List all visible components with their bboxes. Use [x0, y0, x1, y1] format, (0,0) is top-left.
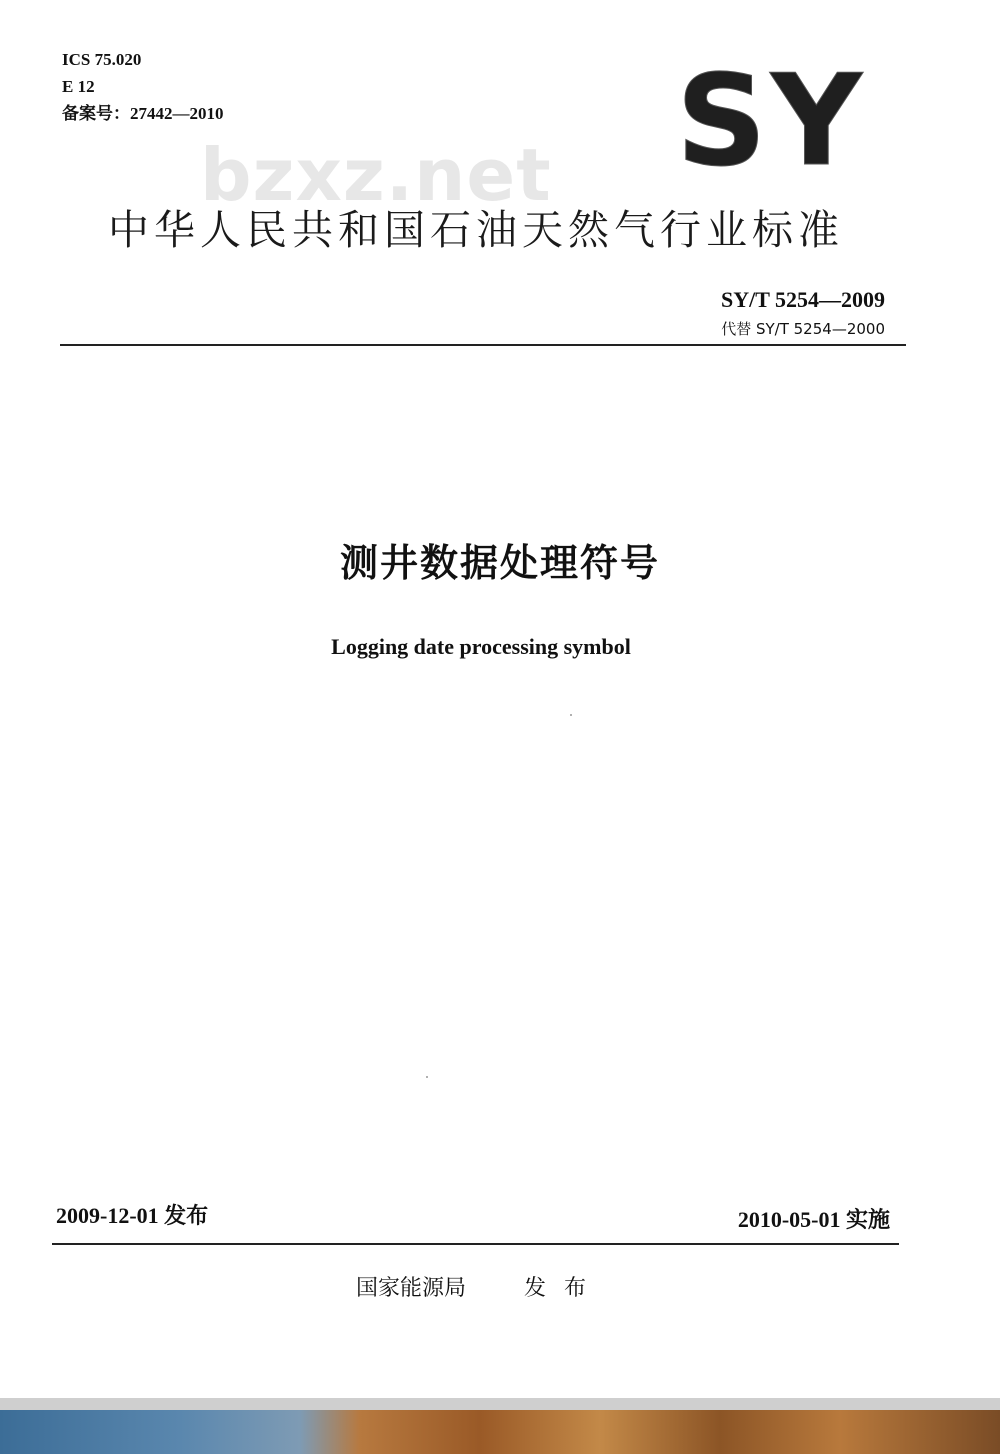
issue-date: 2009-12-01 发布: [56, 1203, 209, 1228]
implementation-date: 2010-05-01 实施: [737, 1207, 890, 1232]
replaces-standard: 代替 SY/T 5254—2000: [721, 320, 885, 338]
ics-code: ICS 75.020: [62, 50, 142, 69]
sy-logo: [676, 60, 866, 180]
watermark-text: bzxz.net: [200, 133, 552, 217]
viewer-page-gap: [0, 1398, 1000, 1410]
header-divider: [60, 344, 906, 346]
document-title-english: Logging date processing symbol: [331, 634, 631, 659]
footer-divider: [52, 1243, 899, 1245]
next-page-preview[interactable]: [0, 1410, 1000, 1454]
publish-action: 发布: [524, 1276, 605, 1301]
ccs-code: E 12: [62, 77, 95, 96]
document-title-chinese: 测井数据处理符号: [339, 541, 660, 585]
sy-logo-text: SY: [676, 60, 866, 180]
scan-speck: [570, 714, 572, 716]
scan-speck: [426, 1076, 428, 1078]
standard-number: SY/T 5254—2009: [720, 287, 885, 312]
publisher-name: 国家能源局: [356, 1276, 467, 1301]
record-number: 备案号：27442—2010: [62, 104, 224, 123]
issuing-authority-heading: 中华人民共和国石油天然气行业标准: [108, 206, 844, 254]
